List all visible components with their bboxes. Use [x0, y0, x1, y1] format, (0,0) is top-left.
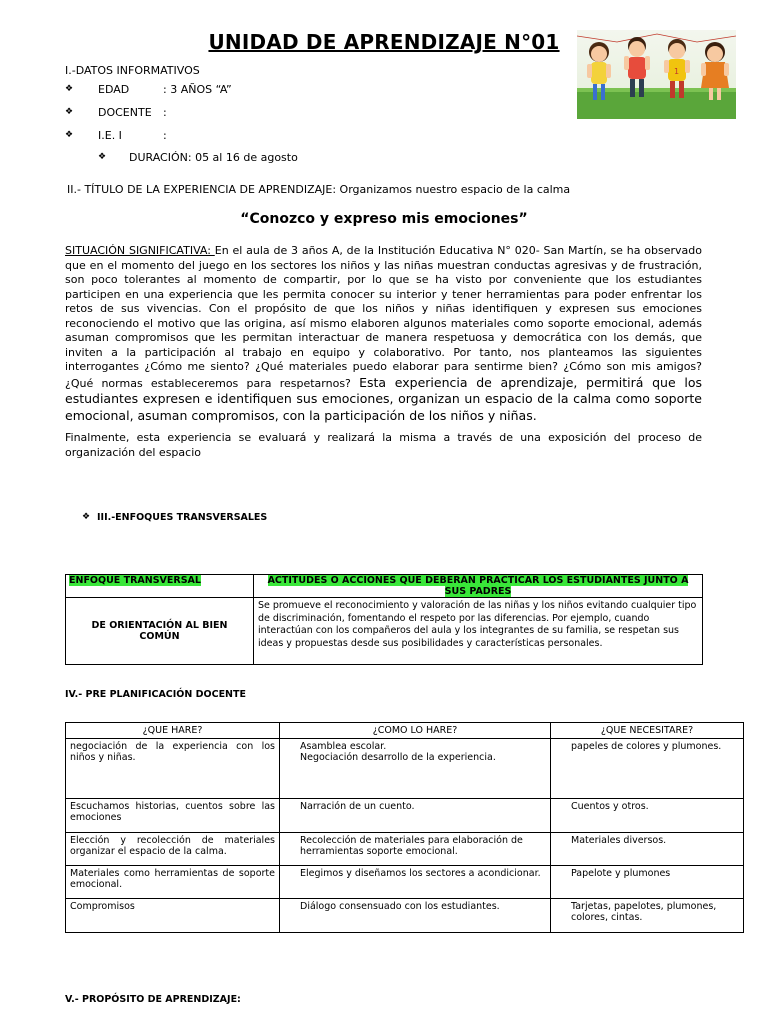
situacion-text: En el aula de 3 años A, de la Institución Educativa N° 020- San Martín, se ha observado que en el momento del juego en los sectores los niños y las niñas muestran conductas agresivas y de frustración, son poco tolerantes al momento de compartir, por lo que se ha visto por conveniente que los estudiantes participen en una experiencia que les permita conocer su interior y tener herramientas para poder enfrentar los retos de sus vivencias. Con el propósito de que los niños y niñas identifiquen y expresen sus emociones reconociendo el motivo que las origina, así mismo elaboren algunos materiales como soporte emocional, además asuman compromisos que les permitan interactuar de manera respetuosa y democrática con los demás, que inviten a la participación al trabajo en equipo y colaborativo. Por tanto, nos planteamos las siguientes interrogantes ¿Cómo me siento? ¿Qué materiales puedo elaborar para sentirme bien? ¿Cómo son mis amigos? ¿Qué normas estableceremos para respetarnos?: [65, 244, 702, 390]
enfoques-table: [65, 574, 703, 665]
table-cell: Tarjetas, papelotes, plumones, colores, cintas.: [551, 899, 744, 933]
table-cell: Diálogo consensuado con los estudiantes.: [280, 899, 551, 933]
enfoque-cell: DE ORIENTACIÓN AL BIEN COMÚN: [66, 598, 254, 665]
enfoque-header-text: ENFOQUE TRANSVERSAL: [69, 575, 201, 586]
table-header: ¿QUE HARE?: [66, 723, 280, 739]
table-row: [66, 799, 744, 833]
actitudes-col-header: [254, 575, 703, 598]
situacion-label: SITUACIÓN SIGNIFICATIVA:: [65, 244, 215, 257]
situacion-text-big: Esta experiencia de aprendizaje, permitirá que los estudiantes expresen e identifiquen sus emociones, organizan un espacio de la calma como soporte emocional, asuman compromisos, con la participación de los niños y niñas.: [65, 374, 702, 423]
table-cell: Cuentos y otros.: [551, 799, 744, 833]
bullet-icon: ❖: [98, 152, 107, 162]
titulo-experiencia: II.- TÍTULO DE LA EXPERIENCIA DE APRENDIZAJE: Organizamos nuestro espacio de la calma: [67, 183, 571, 196]
table-cell: Escuchamos historias, cuentos sobre las emociones: [66, 799, 280, 833]
situacion-final: Finalmente, esta experiencia se evaluará y realizará la misma a través de una exposición del proceso de organización del espacio: [65, 431, 702, 459]
table-row: [66, 739, 744, 799]
duracion: DURACIÓN: 05 al 16 de agosto: [129, 151, 298, 164]
bullet-icon: ❖: [82, 512, 91, 522]
table-row: [66, 833, 744, 866]
table-cell: negociación de la experiencia con los niños y niñas.: [66, 739, 280, 799]
bullet-icon: ❖: [65, 107, 74, 117]
enfoques-heading: III.-ENFOQUES TRANSVERSALES: [97, 512, 268, 523]
edad-value: : 3 AÑOS “A”: [163, 83, 232, 96]
table-cell: Materiales como herramientas de soporte emocional.: [66, 866, 280, 899]
docente-label: DOCENTE: [98, 106, 152, 119]
table-cell: Materiales diversos.: [551, 833, 744, 866]
bullet-icon: ❖: [65, 130, 74, 140]
actitud-cell: Se promueve el reconocimiento y valoración de las niñas y los niños evitando cualquier tipo de discriminación, fomentando el respeto por las diferencias. Por ejemplo, cuando interactúan con los compañeros del aula y los integrantes de su familia, se respetan sus ideas y propuestas desde sus posibilidades y características personales.: [254, 598, 703, 665]
document-title: UNIDAD DE APRENDIZAJE N°01: [208, 30, 560, 54]
table-cell: Elección y recolección de materiales organizar el espacio de la calma.: [66, 833, 280, 866]
experiencia-nombre: “Conozco y expreso mis emociones”: [240, 211, 528, 227]
docente-value: :: [163, 106, 167, 119]
iei-value: :: [163, 129, 167, 142]
table-cell: papeles de colores y plumones.: [551, 739, 744, 799]
table-row: [66, 899, 744, 933]
svg-text:1: 1: [674, 67, 680, 76]
actitudes-header-text: ACTITUDES O ACCIONES QUE DEBERÁN PRACTICAR LOS ESTUDIANTES JUNTO A SUS PADRES: [267, 575, 689, 597]
iei-label: I.E. I: [98, 129, 122, 142]
table-cell: Papelote y plumones: [551, 866, 744, 899]
table-cell: Recolección de materiales para elaboración de herramientas soporte emocional.: [280, 833, 551, 866]
table-row: [66, 866, 744, 899]
table-cell: Asamblea escolar. Negociación desarrollo de la experiencia.: [280, 739, 551, 799]
preplanificacion-table: [65, 722, 744, 933]
datos-heading: I.-DATOS INFORMATIVOS: [65, 64, 200, 77]
edad-label: EDAD: [98, 83, 130, 96]
table-cell: Elegimos y diseñamos los sectores a acondicionar.: [280, 866, 551, 899]
children-illustration: [577, 30, 736, 119]
bullet-icon: ❖: [65, 84, 74, 94]
table-header: ¿COMO LO HARE?: [280, 723, 551, 739]
table-header: ¿QUE NECESITARE?: [551, 723, 744, 739]
enfoque-col-header: [66, 575, 254, 598]
table-cell: Narración de un cuento.: [280, 799, 551, 833]
proposito-heading: V.- PROPÓSITO DE APRENDIZAJE:: [65, 994, 241, 1005]
situacion-significativa: [65, 244, 702, 424]
table-cell: Compromisos: [66, 899, 280, 933]
preplanificacion-heading: IV.- PRE PLANIFICACIÓN DOCENTE: [65, 689, 246, 700]
